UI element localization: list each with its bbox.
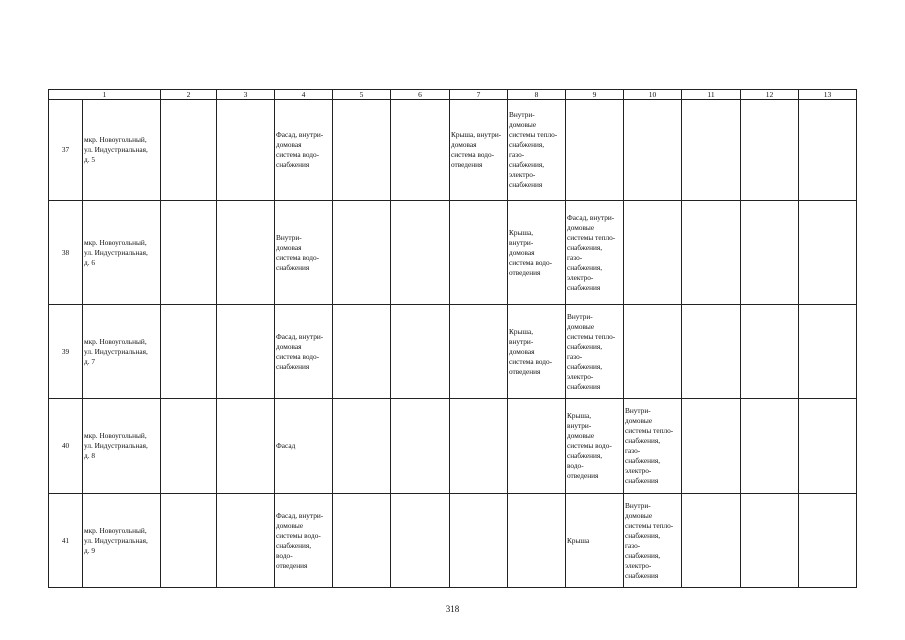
cell-col-8 (508, 399, 566, 494)
cell-col-4: Фасад, внутри- домовая система водо- снабжения (275, 305, 333, 399)
cell-col-5 (333, 494, 391, 588)
cell-col-4: Фасад, внутри- домовые системы водо- снабжения, водо- отведения (275, 494, 333, 588)
row-number: 41 (49, 494, 83, 588)
cell-col-13 (799, 399, 857, 494)
schedule-table (48, 89, 857, 588)
cell-col-13 (799, 201, 857, 305)
cell-col-3 (217, 201, 275, 305)
page-number: 318 (445, 604, 460, 614)
row-address: мкр. Новоугольный, ул. Индустриальная, д. 5 (83, 100, 161, 201)
cell-col-6 (391, 305, 450, 399)
row-address: мкр. Новоугольный, ул. Индустриальная, д. 8 (83, 399, 161, 494)
header-col-12: 12 (741, 90, 799, 100)
cell-col-11 (682, 305, 741, 399)
row-number: 40 (49, 399, 83, 494)
row-number: 38 (49, 201, 83, 305)
header-col-6: 6 (391, 90, 450, 100)
header-col-4: 4 (275, 90, 333, 100)
header-col-7: 7 (450, 90, 508, 100)
cell-col-8: Крыша, внутри- домовая система водо- отведения (508, 201, 566, 305)
cell-col-13 (799, 494, 857, 588)
cell-col-2 (161, 494, 217, 588)
header-col-2: 2 (161, 90, 217, 100)
table-row (49, 305, 857, 399)
cell-col-8: Крыша, внутри- домовая система водо- отведения (508, 305, 566, 399)
cell-col-13 (799, 100, 857, 201)
header-col-3: 3 (217, 90, 275, 100)
cell-col-6 (391, 100, 450, 201)
cell-col-5 (333, 399, 391, 494)
row-address: мкр. Новоугольный, ул. Индустриальная, д. 9 (83, 494, 161, 588)
header-col-11: 11 (682, 90, 741, 100)
table-row (49, 494, 857, 588)
cell-col-10: Внутри- домовые системы тепло- снабжения, газо- снабжения, электро- снабжения (624, 399, 682, 494)
cell-col-3 (217, 494, 275, 588)
cell-col-10 (624, 100, 682, 201)
cell-col-11 (682, 201, 741, 305)
cell-col-10: Внутри- домовые системы тепло- снабжения, газо- снабжения, электро- снабжения (624, 494, 682, 588)
cell-col-2 (161, 305, 217, 399)
header-col-1: 1 (49, 90, 161, 100)
cell-col-11 (682, 494, 741, 588)
header-col-10: 10 (624, 90, 682, 100)
row-address: мкр. Новоугольный, ул. Индустриальная, д. 6 (83, 201, 161, 305)
cell-col-12 (741, 305, 799, 399)
cell-col-3 (217, 100, 275, 201)
header-col-13: 13 (799, 90, 857, 100)
cell-col-9: Крыша, внутри- домовые системы водо- снабжения, водо- отведения (566, 399, 624, 494)
cell-col-9: Внутри- домовые системы тепло- снабжения, газо- снабжения, электро- снабжения (566, 305, 624, 399)
cell-col-6 (391, 494, 450, 588)
cell-col-13 (799, 305, 857, 399)
header-col-8: 8 (508, 90, 566, 100)
row-number: 37 (49, 100, 83, 201)
cell-col-3 (217, 399, 275, 494)
table-row (49, 399, 857, 494)
header-row (49, 90, 857, 100)
cell-col-5 (333, 100, 391, 201)
cell-col-9: Крыша (566, 494, 624, 588)
header-col-5: 5 (333, 90, 391, 100)
cell-col-4: Фасад, внутри- домовая система водо- снабжения (275, 100, 333, 201)
table-row (49, 201, 857, 305)
cell-col-7 (450, 305, 508, 399)
row-number: 39 (49, 305, 83, 399)
cell-col-7 (450, 399, 508, 494)
cell-col-2 (161, 399, 217, 494)
row-address: мкр. Новоугольный, ул. Индустриальная, д. 7 (83, 305, 161, 399)
cell-col-6 (391, 399, 450, 494)
cell-col-7 (450, 201, 508, 305)
cell-col-2 (161, 100, 217, 201)
cell-col-10 (624, 201, 682, 305)
cell-col-9 (566, 100, 624, 201)
cell-col-4: Фасад (275, 399, 333, 494)
header-col-9: 9 (566, 90, 624, 100)
cell-col-8 (508, 494, 566, 588)
cell-col-6 (391, 201, 450, 305)
cell-col-2 (161, 201, 217, 305)
cell-col-11 (682, 399, 741, 494)
cell-col-12 (741, 100, 799, 201)
cell-col-10 (624, 305, 682, 399)
cell-col-12 (741, 494, 799, 588)
cell-col-7: Крыша, внутри- домовая система водо- отведения (450, 100, 508, 201)
cell-col-3 (217, 305, 275, 399)
cell-col-9: Фасад, внутри- домовые системы тепло- снабжения, газо- снабжения, электро- снабжения (566, 201, 624, 305)
table-row (49, 100, 857, 201)
cell-col-11 (682, 100, 741, 201)
cell-col-8: Внутри- домовые системы тепло- снабжения, газо- снабжения, электро- снабжения (508, 100, 566, 201)
cell-col-12 (741, 201, 799, 305)
cell-col-12 (741, 399, 799, 494)
cell-col-5 (333, 201, 391, 305)
cell-col-5 (333, 305, 391, 399)
cell-col-7 (450, 494, 508, 588)
cell-col-4: Внутри- домовая система водо- снабжения (275, 201, 333, 305)
